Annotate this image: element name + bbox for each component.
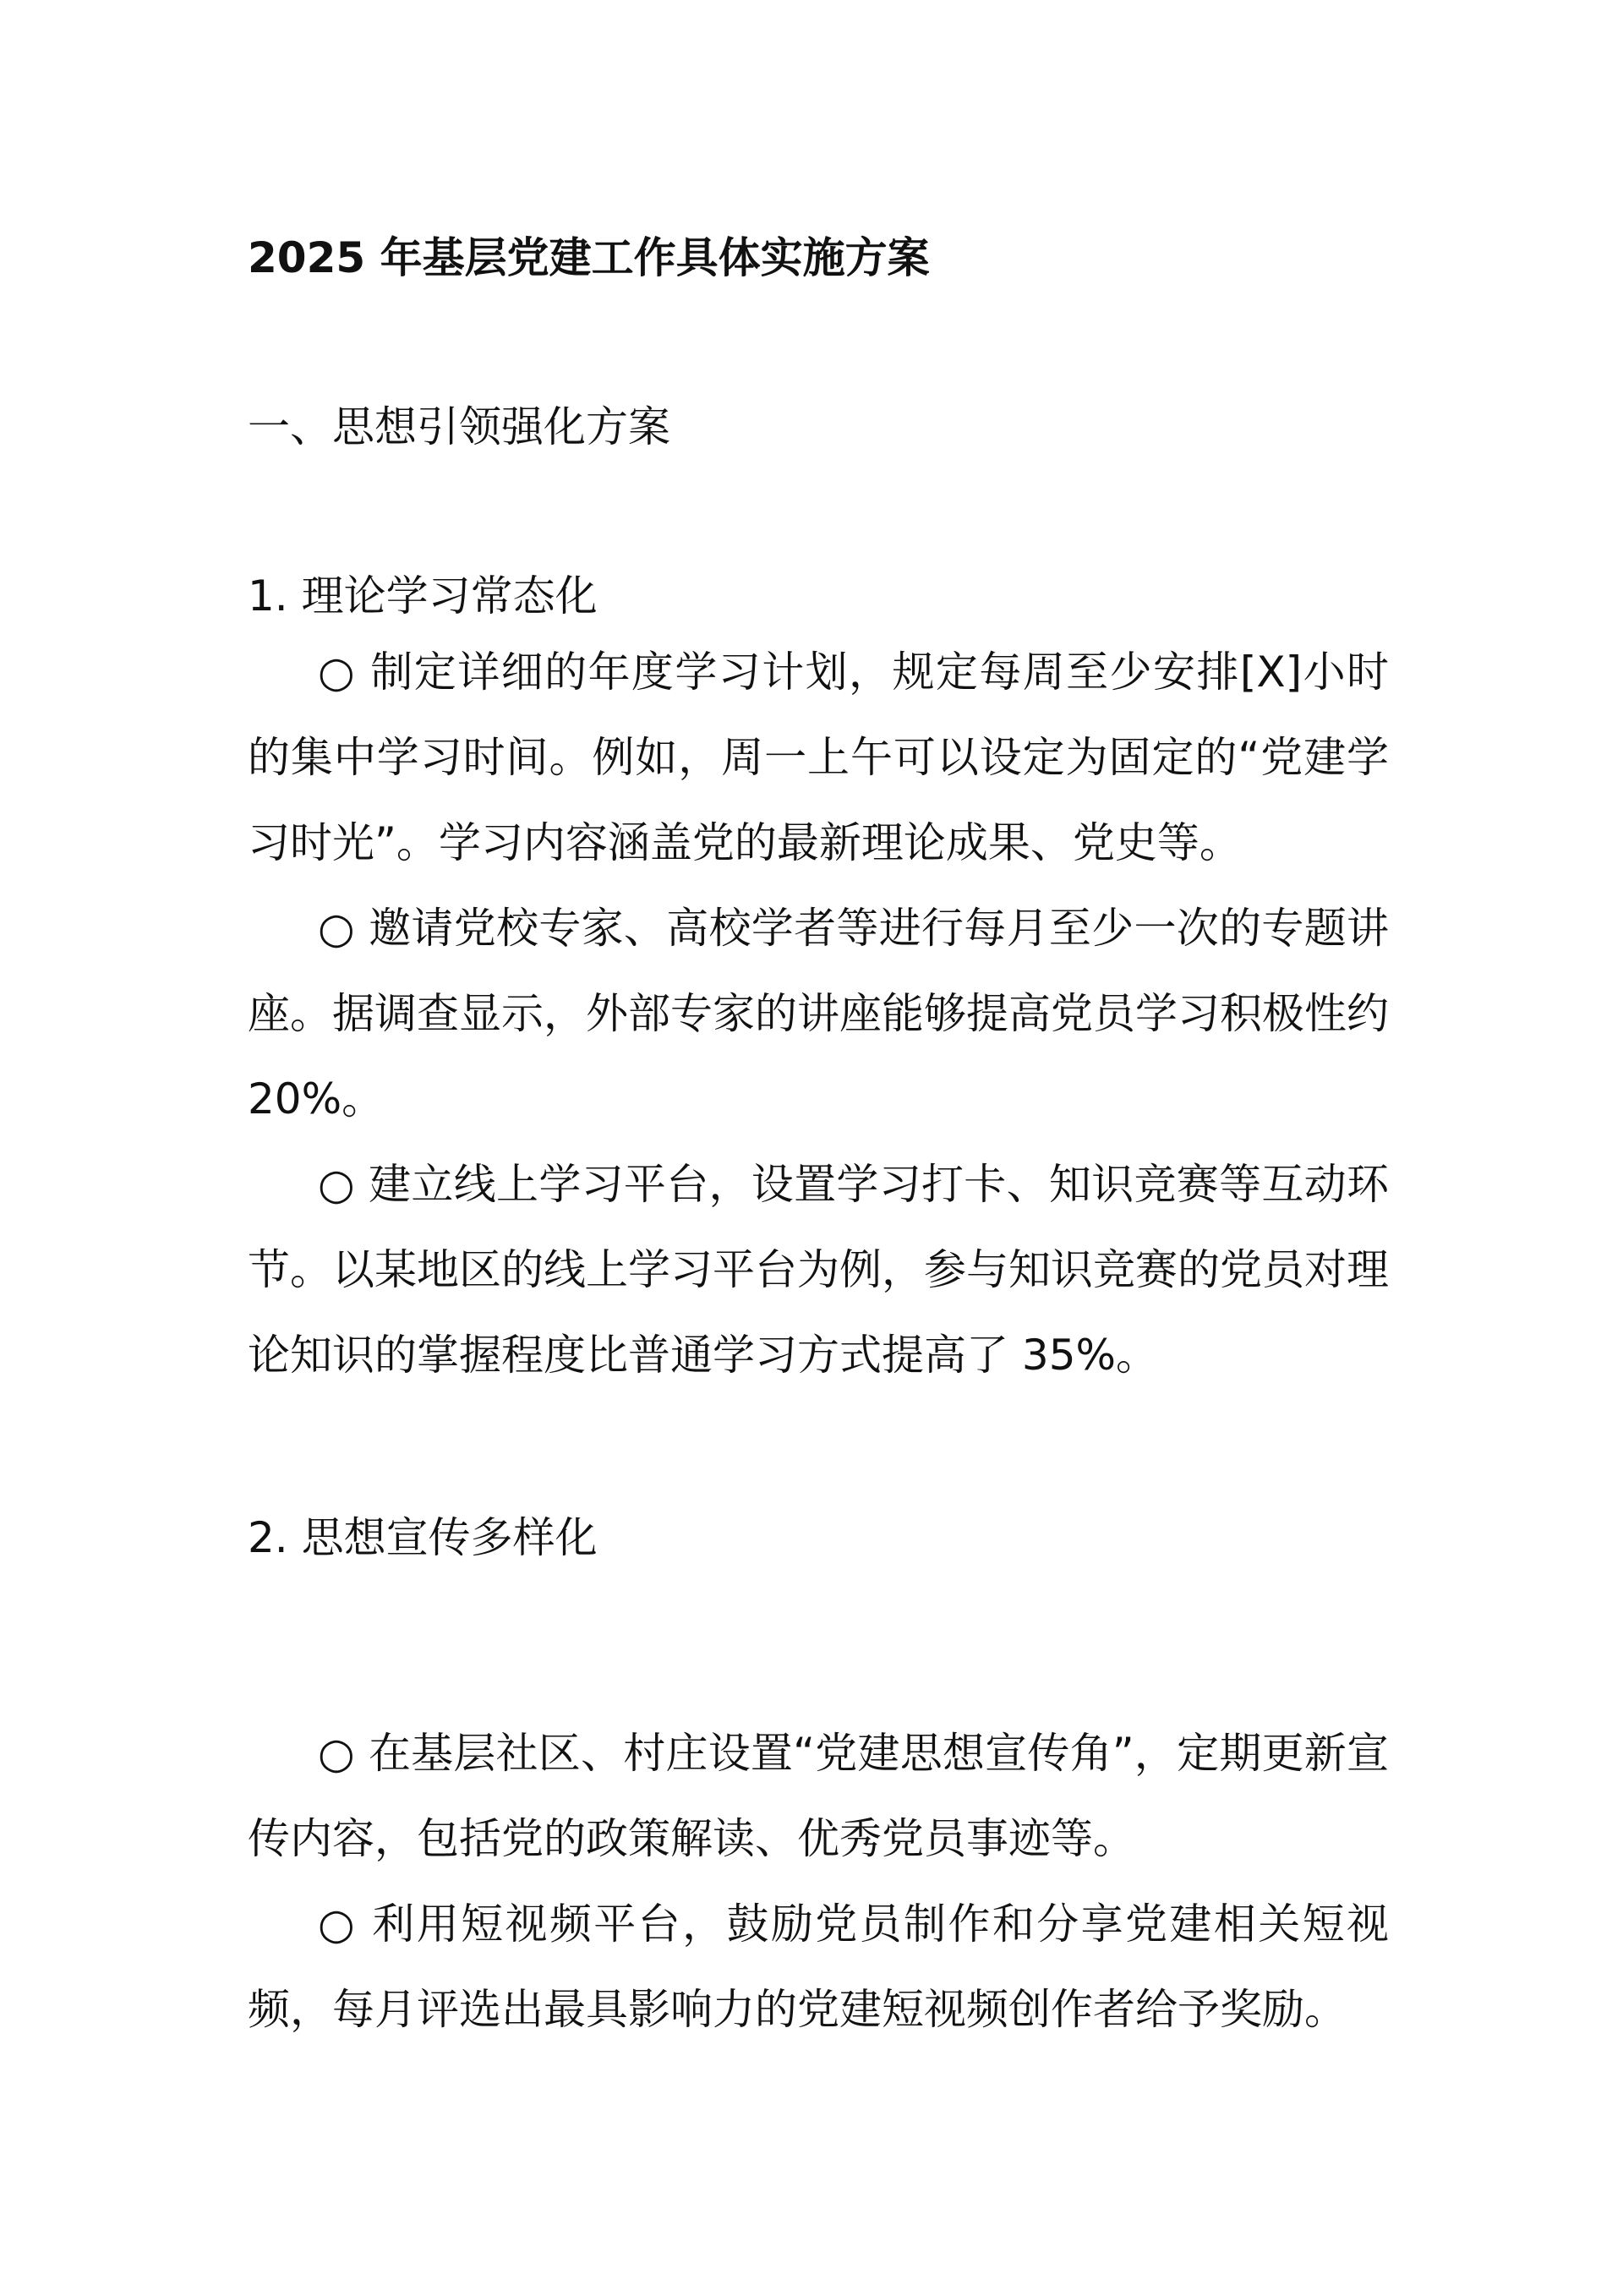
document-title: 2025 年基层党建工作具体实施方案 <box>248 233 930 282</box>
list-item: ○ 建立线上学习平台，设置学习打卡、知识竞赛等互动环节。以某地区的线上学习平台为例，参与知识竞赛的党员对理论知识的掌握程度比普通学习方式提高了 35%。 <box>248 1160 1389 1380</box>
subsection-heading-2: 2. 思想宣传多样化 <box>248 1513 598 1562</box>
list-item: ○ 制定详细的年度学习计划，规定每周至少安排[X]小时的集中学习时间。例如，周一上午可以设定为固定的“党建学习时光”。学习内容涵盖党的最新理论成果、党史等。 <box>248 648 1389 867</box>
list-item: ○ 在基层社区、村庄设置“党建思想宣传角”，定期更新宣传内容，包括党的政策解读、优秀党员事迹等。 <box>248 1729 1389 1863</box>
list-item: ○ 邀请党校专家、高校学者等进行每月至少一次的专题讲座。据调查显示，外部专家的讲座能够提高党员学习积极性约 20%。 <box>248 904 1389 1123</box>
subsection-heading-1: 1. 理论学习常态化 <box>248 571 598 620</box>
spacer <box>248 1567 1389 1711</box>
document-body <box>248 228 1389 2053</box>
spacer <box>248 1398 1389 1508</box>
section-heading-1: 一、思想引领强化方案 <box>248 402 670 451</box>
spacer <box>248 287 1389 397</box>
list-item: ○ 利用短视频平台，鼓励党员制作和分享党建相关短视频，每月评选出最具影响力的党建短视频创作者给予奖励。 <box>248 1900 1389 2034</box>
spacer <box>248 456 1389 566</box>
